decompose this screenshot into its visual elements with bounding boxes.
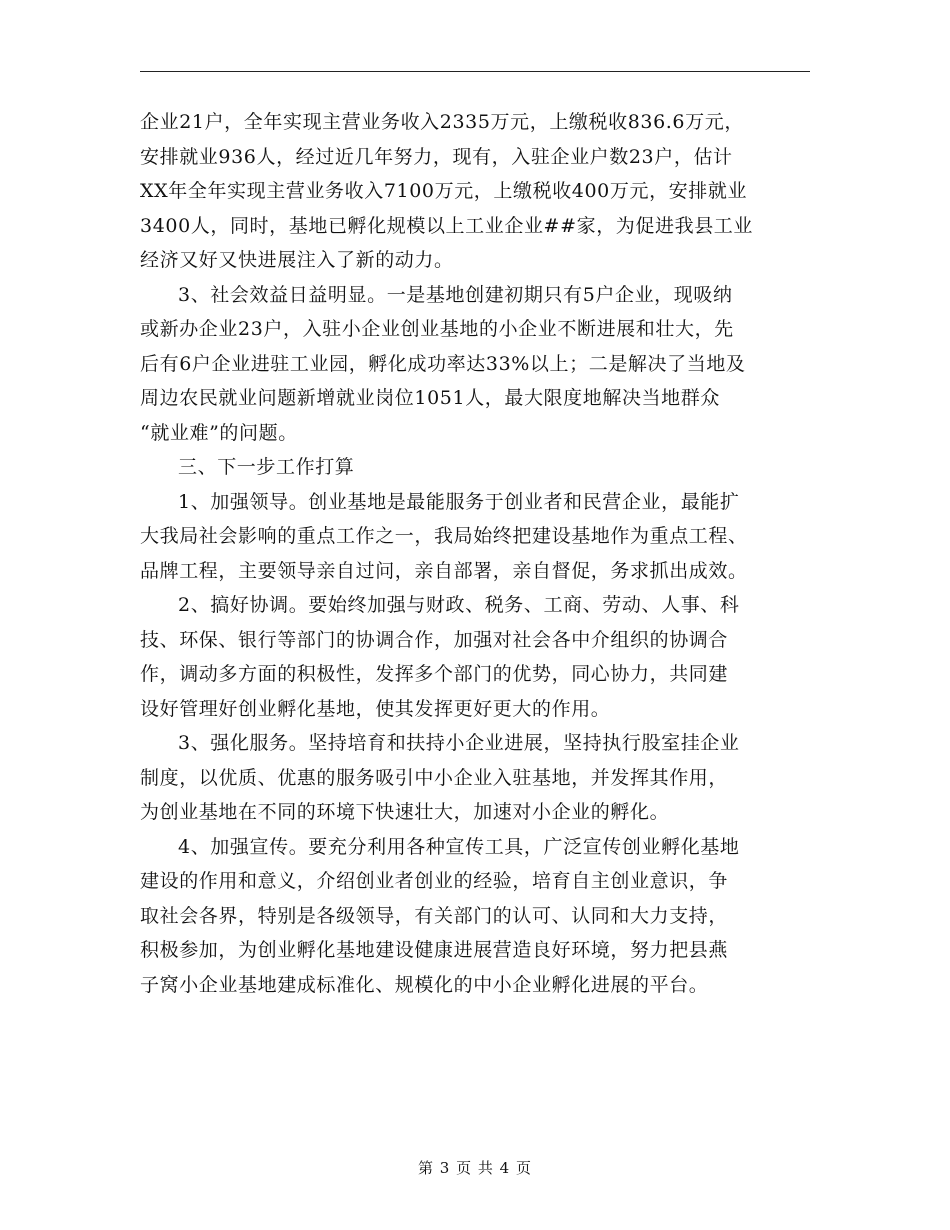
text-line: 为创业基地在不同的环境下快速壮大，加速对小企业的孵化。 — [140, 801, 670, 823]
text-line: 3400人，同时，基地已孵化规模以上工业企业##家，为促进我县工业 — [140, 214, 753, 237]
paragraph-start-line: 3、社会效益日益明显。一是基地创建初期只有5户企业，现吸纳 — [178, 283, 733, 306]
text-line: 子窝小企业基地建成标准化、规模化的中小企业孵化进展的平台。 — [140, 973, 709, 996]
text-line: 技、环保、银行等部门的协调合作，加强对社会各中介组织的协调合 — [140, 628, 729, 651]
text-line: 设好管理好创业孵化基地，使其发挥更好更大的作用。 — [140, 697, 611, 720]
paragraph-start-line: 3、强化服务。坚持培育和扶持小企业进展，坚持执行股室挂企业 — [178, 732, 740, 754]
header-rule — [140, 71, 810, 72]
text-line: 安排就业936人，经过近几年努力，现有，入驻企业户数23户，估计 — [140, 145, 733, 168]
text-line: 后有6户企业进驻工业园，孵化成功率达33%以上；二是解决了当地及 — [140, 352, 746, 375]
text-line: “就业难”的问题。 — [140, 421, 298, 444]
text-line: 制度，以优质、优惠的服务吸引中小企业入驻基地，并发挥其作用， — [140, 766, 729, 789]
paragraph-start-line: 4、加强宣传。要充分利用各种宣传工具，广泛宣传创业孵化基地 — [178, 835, 740, 858]
paragraph-start-line: 1、加强领导。创业基地是最能服务于创业者和民营企业，最能扩 — [178, 490, 740, 513]
text-line: 周边农民就业问题新增就业岗位1051人，最大限度地解决当地群众 — [140, 387, 720, 409]
paragraph-start-line: 2、搞好协调。要始终加强与财政、税务、工商、劳动、人事、科 — [178, 594, 740, 616]
text-line: 或新办企业23户，入驻小企业创业基地的小企业不断进展和壮大，先 — [140, 318, 734, 340]
text-line: 企业21户，全年实现主营业务收入2335万元，上缴税收836.6万元， — [140, 111, 744, 133]
section-heading: 三、下一步工作打算 — [178, 456, 355, 478]
text-line: 积极参加，为创业孵化基地建设健康进展营造良好环境，努力把县燕 — [140, 939, 729, 961]
text-line: 建设的作用和意义，介绍创业者创业的经验，培育自主创业意识，争 — [140, 870, 729, 892]
text-line: 大我局社会影响的重点工作之一，我局始终把建设基地作为重点工程、 — [140, 525, 748, 547]
page-number-footer: 第 3 页 共 4 页 — [418, 1159, 532, 1177]
text-line: 经济又好又快进展注入了新的动力。 — [140, 249, 454, 271]
text-line: XX年全年实现主营业务收入7100万元，上缴税收400万元，安排就业 — [140, 180, 748, 202]
text-line: 取社会各界，特别是各级领导，有关部门的认可、认同和大力支持， — [140, 904, 729, 927]
body-text — [140, 105, 812, 1002]
text-line: 品牌工程，主要领导亲自过问，亲自部署，亲自督促，务求抓出成效。 — [140, 559, 748, 582]
text-line: 作，调动多方面的积极性，发挥多个部门的优势，同心协力，共同建 — [140, 663, 729, 685]
